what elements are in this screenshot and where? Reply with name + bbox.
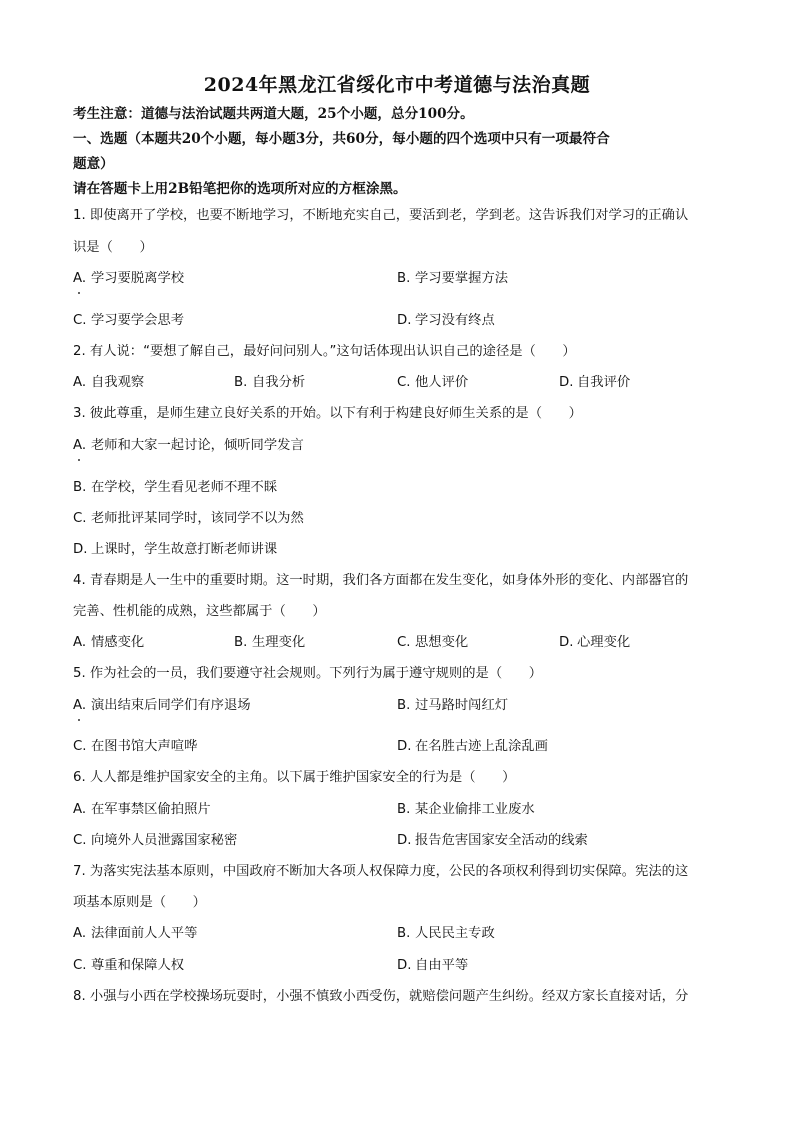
option-letter: A. bbox=[73, 698, 87, 713]
question-3-option-d bbox=[73, 541, 277, 559]
page-title: 2024年黑龙江省绥化市中考道德与法治真题 bbox=[203, 74, 591, 96]
option-letter: A. bbox=[73, 926, 87, 941]
question-1-stem-line-1: 1. 即使离开了学校，也要不断地学习，不断地充实自己，要活到老，学到老。这告诉我们对学习的正确认 bbox=[73, 208, 689, 223]
option-letter: A. bbox=[73, 635, 87, 650]
option-text: 法律面前人人平等 bbox=[91, 926, 198, 941]
stray-dot-mark bbox=[78, 459, 80, 461]
question-3-option-b bbox=[73, 479, 277, 497]
question-5-option-c bbox=[73, 738, 197, 756]
option-text: 学习要掌握方法 bbox=[415, 271, 509, 286]
option-text: 向境外人员泄露国家秘密 bbox=[91, 833, 238, 848]
option-letter: C. bbox=[73, 739, 87, 754]
option-letter: C. bbox=[73, 958, 87, 973]
option-text: 在学校，学生看见老师不理不睬 bbox=[91, 480, 278, 495]
question-5-option-a bbox=[73, 697, 251, 715]
option-letter: D. bbox=[397, 739, 412, 754]
option-letter: C. bbox=[397, 635, 411, 650]
question-7-option-a bbox=[73, 925, 197, 943]
option-text: 某企业偷排工业废水 bbox=[415, 802, 535, 817]
section-heading-line-1: 一、选题（本题共20个小题，每小题3分，共60分，每小题的四个选项中只有一项最符合 bbox=[73, 131, 610, 147]
question-2-option-b bbox=[234, 374, 305, 392]
question-2-stem: 2. 有人说：“要想了解自己，最好问问别人。”这句话体现出认识自己的途径是（ ） bbox=[73, 344, 576, 359]
option-text: 心理变化 bbox=[577, 635, 631, 650]
question-1-option-a bbox=[73, 270, 184, 288]
option-text: 老师和大家一起讨论，倾听同学发言 bbox=[91, 438, 304, 453]
option-letter: C. bbox=[73, 511, 87, 526]
stray-dot-mark bbox=[78, 719, 80, 721]
question-3-option-c bbox=[73, 510, 304, 528]
section-heading-line-2: 题意） bbox=[73, 156, 114, 172]
question-3-option-a bbox=[73, 437, 304, 455]
question-3-stem: 3. 彼此尊重，是师生建立良好关系的开始。以下有利于构建良好师生关系的是（ ） bbox=[73, 406, 582, 421]
option-text: 上课时，学生故意打断老师讲课 bbox=[91, 542, 278, 557]
option-letter: D. bbox=[397, 833, 412, 848]
option-text: 演出结束后同学们有序退场 bbox=[91, 698, 251, 713]
answer-instruction: 请在答题卡上用2B铅笔把你的选项所对应的方框涂黑。 bbox=[73, 181, 407, 197]
option-letter: B. bbox=[234, 635, 248, 650]
question-8-stem-line-1: 8. 小强与小西在学校操场玩耍时，小强不慎致小西受伤，就赔偿问题产生纠纷。经双方家长直接对话，分 bbox=[73, 989, 689, 1004]
option-letter: A. bbox=[73, 802, 87, 817]
option-text: 人民民主专政 bbox=[415, 926, 495, 941]
option-text: 自由平等 bbox=[415, 958, 469, 973]
question-2-option-a bbox=[73, 374, 144, 392]
question-6-option-a bbox=[73, 801, 211, 819]
question-4-stem-line-1: 4. 青春期是人一生中的重要时期。这一时期，我们各方面都在发生变化，如身体外形的变化、内部器官的 bbox=[73, 573, 689, 588]
option-text: 老师批评某同学时，该同学不以为然 bbox=[91, 511, 304, 526]
option-text: 报告危害国家安全活动的线索 bbox=[415, 833, 588, 848]
option-text: 自我评价 bbox=[577, 375, 631, 390]
option-text: 生理变化 bbox=[252, 635, 306, 650]
question-5-stem: 5. 作为社会的一员，我们要遵守社会规则。下列行为属于遵守规则的是（ ） bbox=[73, 666, 543, 681]
question-1-option-d bbox=[397, 312, 495, 330]
option-text: 情感变化 bbox=[91, 635, 145, 650]
option-letter: B. bbox=[397, 926, 411, 941]
option-letter: B. bbox=[73, 480, 87, 495]
option-text: 自我分析 bbox=[252, 375, 306, 390]
question-4-option-c bbox=[397, 634, 468, 652]
option-letter: A. bbox=[73, 375, 87, 390]
question-6-option-d bbox=[397, 832, 588, 850]
option-text: 自我观察 bbox=[91, 375, 145, 390]
option-letter: C. bbox=[397, 375, 411, 390]
question-4-option-a bbox=[73, 634, 144, 652]
option-text: 学习要学会思考 bbox=[91, 313, 185, 328]
question-5-option-b bbox=[397, 697, 508, 715]
question-7-option-c bbox=[73, 957, 184, 975]
option-letter: D. bbox=[397, 958, 412, 973]
question-7-stem-line-1: 7. 为落实宪法基本原则，中国政府不断加大各项人权保障力度，公民的各项权利得到切实保障。宪法的这 bbox=[73, 864, 689, 879]
option-letter: B. bbox=[397, 698, 411, 713]
option-text: 尊重和保障人权 bbox=[91, 958, 185, 973]
option-text: 学习要脱离学校 bbox=[91, 271, 185, 286]
option-text: 思想变化 bbox=[415, 635, 469, 650]
option-text: 在图书馆大声喧哗 bbox=[91, 739, 198, 754]
option-text: 学习没有终点 bbox=[415, 313, 495, 328]
option-letter: C. bbox=[73, 313, 87, 328]
option-letter: C. bbox=[73, 833, 87, 848]
option-letter: A. bbox=[73, 271, 87, 286]
option-letter: D. bbox=[397, 313, 412, 328]
question-7-option-b bbox=[397, 925, 495, 943]
question-2-option-d bbox=[559, 374, 630, 392]
option-text: 过马路时闯红灯 bbox=[415, 698, 509, 713]
question-1-option-b bbox=[397, 270, 508, 288]
question-7-stem-line-2: 项基本原则是（ ） bbox=[73, 895, 206, 910]
question-6-option-c bbox=[73, 832, 237, 850]
option-letter: D. bbox=[73, 542, 88, 557]
question-4-option-d bbox=[559, 634, 630, 652]
question-4-option-b bbox=[234, 634, 305, 652]
option-letter: D. bbox=[559, 375, 574, 390]
question-5-option-d bbox=[397, 738, 548, 756]
option-letter: B. bbox=[397, 271, 411, 286]
option-text: 他人评价 bbox=[415, 375, 469, 390]
question-7-option-d bbox=[397, 957, 468, 975]
question-2-option-c bbox=[397, 374, 468, 392]
option-text: 在军事禁区偷拍照片 bbox=[91, 802, 211, 817]
question-6-stem: 6. 人人都是维护国家安全的主角。以下属于维护国家安全的行为是（ ） bbox=[73, 770, 516, 785]
option-letter: A. bbox=[73, 438, 87, 453]
option-letter: B. bbox=[397, 802, 411, 817]
question-1-option-c bbox=[73, 312, 184, 330]
option-text: 在名胜古迹上乱涂乱画 bbox=[415, 739, 548, 754]
stray-dot-mark bbox=[78, 292, 80, 294]
question-6-option-b bbox=[397, 801, 535, 819]
question-1-stem-line-2: 识是（ ） bbox=[73, 240, 153, 255]
question-4-stem-line-2: 完善、性机能的成熟，这些都属于（ ） bbox=[73, 604, 326, 619]
option-letter: B. bbox=[234, 375, 248, 390]
exam-notice: 考生注意：道德与法治试题共两道大题，25个小题，总分100分。 bbox=[73, 106, 474, 122]
option-letter: D. bbox=[559, 635, 574, 650]
